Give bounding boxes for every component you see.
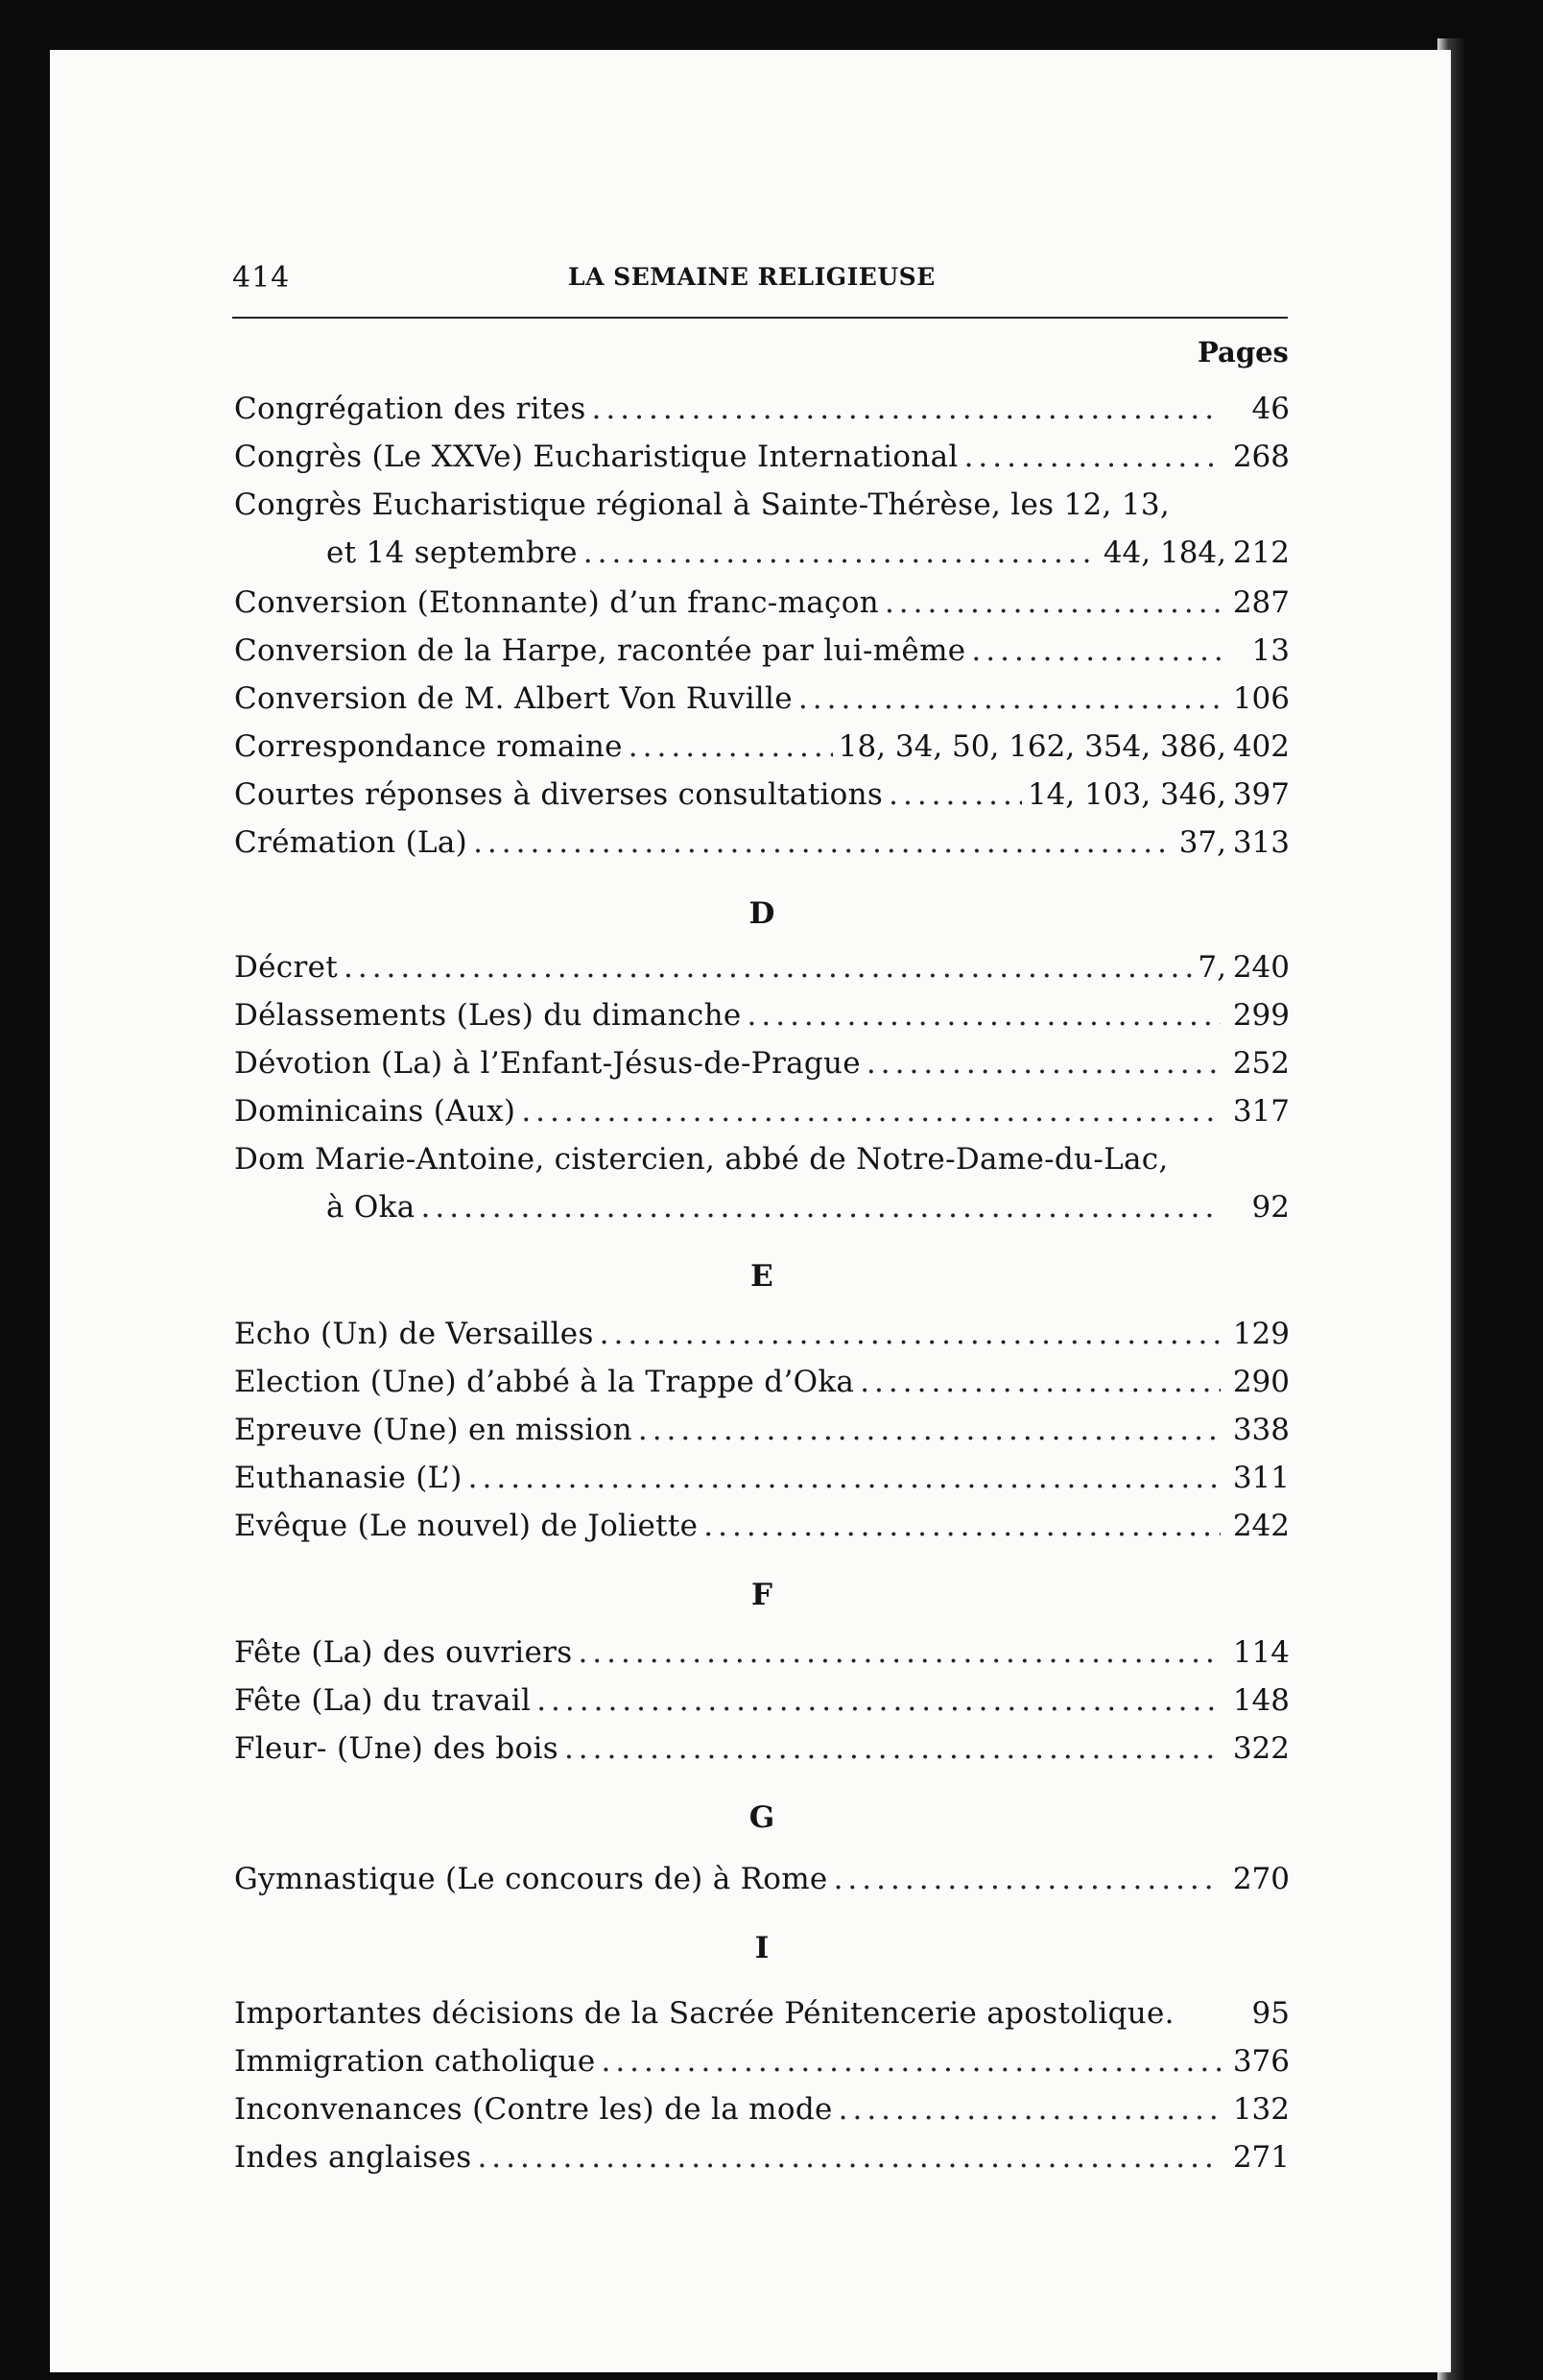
leader-dots — [578, 1635, 1221, 1670]
index-entry — [234, 585, 1290, 628]
entry-title: Fête (La) du travail — [234, 1683, 532, 1718]
section-letter-g: G — [748, 1800, 775, 1835]
index-entry — [234, 1365, 1290, 1407]
entry-page: 313 — [1232, 825, 1290, 860]
entry-page: 397 — [1232, 777, 1290, 812]
leader-dots — [860, 1365, 1221, 1399]
entry-page: 212 — [1232, 536, 1290, 570]
index-entry — [234, 1731, 1290, 1773]
entry-title: Crémation (La) — [234, 825, 468, 860]
index-entry — [234, 777, 1290, 820]
index-entry — [234, 1094, 1290, 1136]
leader-dots — [889, 777, 1022, 812]
entry-page: 290 — [1232, 1365, 1290, 1399]
section-letter-i: I — [754, 1931, 770, 1965]
index-entry — [234, 729, 1290, 772]
entry-title: Délassements (Les) du dimanche — [234, 998, 742, 1033]
entry-refs: 18, 34, 50, 162, 354, 386, — [838, 729, 1226, 764]
page-number: 414 — [232, 261, 291, 295]
entry-refs: 14, 103, 346, — [1027, 777, 1226, 812]
entry-title: Décret — [234, 950, 338, 985]
index-entry — [234, 2044, 1290, 2086]
index-entry — [234, 2092, 1290, 2134]
entry-page: 252 — [1232, 1046, 1290, 1081]
leader-dots — [421, 1190, 1221, 1225]
entry-page: 299 — [1232, 998, 1290, 1033]
entry-page: 270 — [1232, 1862, 1290, 1896]
leader-dots — [703, 1509, 1221, 1543]
section-letter-d: D — [748, 896, 775, 931]
entry-title: Conversion (Etonnante) d’un franc-maçon — [234, 585, 879, 620]
entry-title: Dévotion (La) à l’Enfant-Jésus-de-Prague — [234, 1046, 861, 1081]
entry-page: 376 — [1232, 2044, 1290, 2079]
leader-dots — [971, 633, 1221, 668]
index-entry — [234, 1317, 1290, 1359]
entry-page: 311 — [1232, 1461, 1290, 1495]
leader-dots — [521, 1094, 1221, 1129]
entry-page: 242 — [1232, 1509, 1290, 1543]
entry-title: Election (Une) d’abbé à la Trappe d’Oka — [234, 1365, 855, 1399]
entry-title: Euthanasie (L’) — [234, 1461, 463, 1495]
entry-title: Fleur- (Une) des bois — [234, 1731, 558, 1766]
entry-title: Epreuve (Une) en mission — [234, 1413, 632, 1447]
index-entry — [234, 681, 1290, 724]
leader-dots — [564, 1731, 1221, 1766]
index-entry — [234, 950, 1290, 992]
leader-dots — [601, 2044, 1221, 2079]
entry-title: Gymnastique (Le concours de) à Rome — [234, 1862, 828, 1896]
index-entry — [234, 1635, 1290, 1678]
entry-refs: 7, — [1198, 950, 1226, 985]
index-entry — [234, 1046, 1290, 1088]
index-entry — [234, 440, 1290, 482]
leader-dots — [583, 536, 1098, 570]
entry-page: 129 — [1232, 1317, 1290, 1351]
leader-dots — [798, 681, 1221, 716]
leader-dots — [834, 1862, 1221, 1896]
entry-title: et 14 septembre — [326, 536, 578, 570]
index-entry — [234, 1683, 1290, 1726]
pages-column-label: Pages — [1198, 336, 1289, 369]
index-entry-continuation — [326, 536, 1290, 578]
index-entry — [234, 1142, 1290, 1184]
entry-refs: 37, — [1178, 825, 1226, 860]
leader-dots — [468, 1461, 1221, 1495]
index-entry — [234, 1413, 1290, 1455]
entry-page: 338 — [1232, 1413, 1290, 1447]
entry-title: Dom Marie-Antoine, cistercien, abbé de Notre-Dame-du-Lac, — [234, 1142, 1169, 1177]
entry-title: Congrès Eucharistique régional à Sainte-Thérèse, les 12, 13, — [234, 488, 1171, 522]
entry-title: Correspondance romaine — [234, 729, 623, 764]
entry-refs: 44, 184, — [1103, 536, 1226, 570]
entry-page: 287 — [1232, 585, 1290, 620]
index-entry — [234, 998, 1290, 1040]
leader-dots — [748, 998, 1221, 1033]
header-rule — [232, 317, 1288, 319]
entry-page: 92 — [1251, 1190, 1290, 1225]
leader-dots — [477, 2140, 1221, 2175]
section-letter-e: E — [750, 1259, 773, 1294]
entry-page: 13 — [1251, 633, 1290, 668]
entry-title: Immigration catholique — [234, 2044, 596, 2079]
leader-dots — [600, 1317, 1221, 1351]
entry-page: 46 — [1251, 392, 1290, 426]
index-entry — [234, 2140, 1290, 2182]
entry-title: Congrégation des rites — [234, 392, 586, 426]
entry-page: 95 — [1251, 1996, 1290, 2031]
entry-page: 148 — [1232, 1683, 1290, 1718]
index-entry — [234, 1996, 1290, 2038]
leader-dots — [344, 950, 1192, 985]
entry-page: 317 — [1232, 1094, 1290, 1129]
page-header — [232, 261, 1288, 299]
entry-title: Conversion de la Harpe, racontée par lui-même — [234, 633, 966, 668]
section-letter-f: F — [750, 1578, 772, 1612]
index-entry — [234, 1461, 1290, 1503]
entry-title: Courtes réponses à diverses consultations — [234, 777, 884, 812]
leader-dots — [638, 1413, 1221, 1447]
leader-dots — [629, 729, 833, 764]
leader-dots — [473, 825, 1174, 860]
entry-page: 271 — [1232, 2140, 1290, 2175]
entry-page: 268 — [1232, 440, 1290, 474]
index-entry — [234, 488, 1290, 530]
leader-dots — [536, 1683, 1221, 1718]
leader-dots — [964, 440, 1221, 474]
entry-page: 106 — [1232, 681, 1290, 716]
leader-dots — [866, 1046, 1221, 1081]
entry-title: Dominicains (Aux) — [234, 1094, 516, 1129]
entry-title: Importantes décisions de la Sacrée Pénitencerie apostolique. — [234, 1996, 1175, 2031]
index-entry-continuation — [326, 1190, 1290, 1232]
entry-page: 114 — [1232, 1635, 1290, 1670]
index-entry — [234, 1509, 1290, 1551]
entry-title: Congrès (Le XXVe) Eucharistique International — [234, 440, 959, 474]
entry-title: Inconvenances (Contre les) de la mode — [234, 2092, 833, 2127]
leader-dots — [592, 392, 1221, 426]
running-title: LA SEMAINE RELIGIEUSE — [568, 263, 936, 291]
entry-title: à Oka — [326, 1190, 415, 1225]
index-entry — [234, 825, 1290, 868]
entry-page: 402 — [1232, 729, 1290, 764]
entry-title: Echo (Un) de Versailles — [234, 1317, 594, 1351]
entry-page: 322 — [1232, 1731, 1290, 1766]
entry-title: Evêque (Le nouvel) de Joliette — [234, 1509, 699, 1543]
index-entry — [234, 392, 1290, 434]
entry-title: Conversion de M. Albert Von Ruville — [234, 681, 793, 716]
leader-dots — [839, 2092, 1221, 2127]
index-entry — [234, 633, 1290, 676]
index-entry — [234, 1862, 1290, 1904]
entry-title: Indes anglaises — [234, 2140, 472, 2175]
entry-title: Fête (La) des ouvriers — [234, 1635, 573, 1670]
entry-page: 240 — [1232, 950, 1290, 985]
entry-page: 132 — [1232, 2092, 1290, 2127]
leader-dots — [885, 585, 1221, 620]
